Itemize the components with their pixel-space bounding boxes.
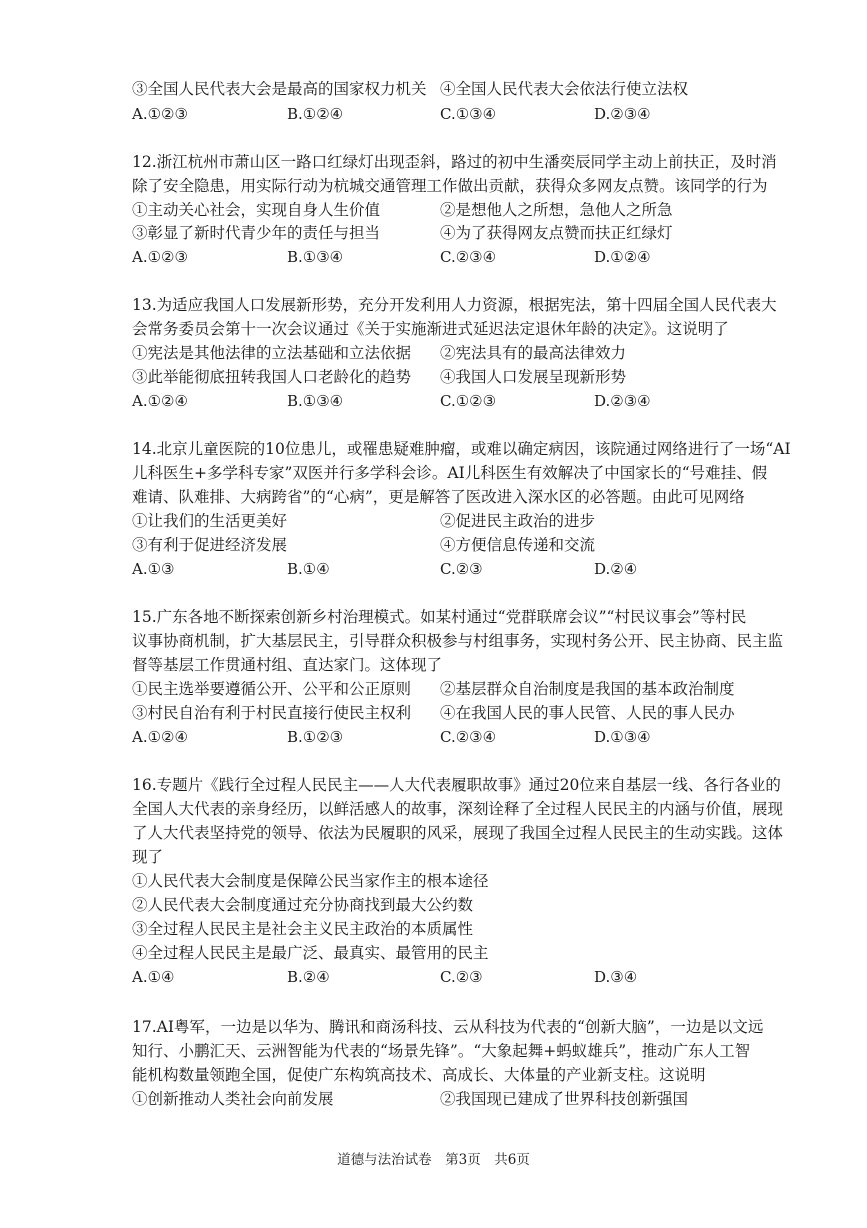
q15-stem-line-2: 议事协商机制，扩大基层民主，引导群众积极参与村组事务，实现村务公开、民主协商、民主监: [132, 632, 784, 650]
q15-option-d: D.①③④: [594, 728, 651, 746]
q12-statement-4: ④为了获得网友点赞而扶正红绿灯: [440, 224, 673, 242]
q17-statement-1: ①创新推动人类社会向前发展: [132, 1090, 334, 1108]
q12-statement-2: ②是想他人之所想，急他人之所急: [440, 201, 673, 219]
q11-option-a: A.①②③: [132, 105, 188, 123]
q15-statement-3: ③村民自治有利于村民直接行使民主权利: [132, 704, 412, 722]
q11-statement-4: ④全国人民代表大会依法行使立法权: [440, 80, 689, 98]
q16-stem-line-3: 了人大代表坚持党的领导、依法为民履职的风采，展现了我国全过程人民民主的生动实践。这体: [132, 824, 784, 842]
q13-option-d: D.②③④: [594, 392, 651, 410]
q13-option-a: A.①②④: [132, 392, 188, 410]
q17-stem-line-1: 17.AI粤军，一边是以华为、腾讯和商汤科技、云从科技为代表的“创新大脑”，一边是以文远: [132, 1018, 764, 1036]
q14-statement-1: ①让我们的生活更美好: [132, 512, 288, 530]
q12-option-b: B.①③④: [287, 248, 344, 266]
q13-stem-line-1: 13.为适应我国人口发展新形势，充分开发利用人力资源，根据宪法，第十四届全国人民代表大: [132, 296, 777, 314]
q15-statement-2: ②基层群众自治制度是我国的基本政治制度: [440, 680, 735, 698]
q11-option-c: C.①③④: [440, 105, 497, 123]
q16-option-c: C.②③: [440, 968, 483, 986]
q13-statement-4: ④我国人口发展呈现新形势: [440, 368, 627, 386]
q13-stem-line-2: 会常务委员会第十一次会议通过《关于实施渐进式延迟法定退休年龄的决定》。这说明了: [132, 320, 729, 338]
q14-option-d: D.②④: [594, 560, 638, 578]
q16-stem-line-4: 现了: [132, 848, 164, 866]
q16-option-a: A.①④: [132, 968, 175, 986]
q14-statement-3: ③有利于促进经济发展: [132, 536, 288, 554]
q17-stem-line-2: 知行、小鹏汇天、云洲智能为代表的“场景先锋”。“大象起舞+蚂蚁雄兵”，推动广东人工智: [132, 1042, 751, 1060]
q15-stem-line-3: 督等基层工作贯通村组、直达家门。这体现了: [132, 656, 443, 674]
q13-option-b: B.①③④: [287, 392, 344, 410]
q13-option-c: C.①②③: [440, 392, 497, 410]
q12-option-a: A.①②③: [132, 248, 188, 266]
q16-option-b: B.②④: [287, 968, 330, 986]
q12-statement-1: ①主动关心社会，实现自身人生价值: [132, 201, 381, 219]
q11-option-d: D.②③④: [594, 105, 651, 123]
q14-stem-line-1: 14.北京儿童医院的10位患儿，或罹患疑难肿瘤，或难以确定病因，该院通过网络进行了一场“AI: [132, 440, 791, 458]
q16-statement-1: ①人民代表大会制度是保障公民当家作主的根本途径: [132, 872, 489, 890]
q12-statement-3: ③彰显了新时代青少年的责任与担当: [132, 224, 381, 242]
q11-option-b: B.①②④: [287, 105, 344, 123]
q17-statement-2: ②我国现已建成了世界科技创新强国: [440, 1090, 689, 1108]
q12-stem-line-2: 除了安全隐患，用实际行动为杭城交通管理工作做出贡献，获得众多网友点赞。该同学的行为: [132, 177, 768, 195]
q11-statement-3: ③全国人民代表大会是最高的国家权力机关: [132, 80, 427, 98]
q13-statement-1: ①宪法是其他法律的立法基础和立法依据: [132, 344, 412, 362]
page-footer: 道德与法治试卷 第3页 共6页: [337, 1152, 530, 1168]
q14-statement-2: ②促进民主政治的进步: [440, 512, 596, 530]
q16-stem-line-2: 全国人大代表的亲身经历，以鲜活感人的故事，深刻诠释了全过程人民民主的内涵与价值，展现: [132, 800, 784, 818]
q16-option-d: D.③④: [594, 968, 638, 986]
q16-stem-line-1: 16.专题片《践行全过程人民民主——人大代表履职故事》通过20位来自基层一线、各行各业的: [132, 776, 781, 794]
q15-option-b: B.①②③: [287, 728, 344, 746]
q12-stem-line-1: 12.浙江杭州市萧山区一路口红绿灯出现歪斜，路过的初中生潘奕辰同学主动上前扶正，及时消: [132, 153, 777, 171]
q14-statement-4: ④方便信息传递和交流: [440, 536, 596, 554]
q17-stem-line-3: 能机构数量领跑全国，促使广东构筑高技术、高成长、大体量的产业新支柱。这说明: [132, 1066, 706, 1084]
q16-statement-4: ④全过程人民民主是最广泛、最真实、最管用的民主: [132, 944, 489, 962]
q14-stem-line-3: 难请、队难排、大病跨省”的“心病”，更是解答了医改进入深水区的必答题。由此可见网络: [132, 488, 745, 506]
q14-stem-line-2: 儿科医生+多学科专家”双医并行多学科会诊。AI儿科医生有效解决了中国家长的“号难挂、假: [132, 464, 768, 482]
q15-statement-1: ①民主选举要遵循公开、公平和公正原则: [132, 680, 412, 698]
q15-statement-4: ④在我国人民的事人民管、人民的事人民办: [440, 704, 735, 722]
q15-option-c: C.②③④: [440, 728, 497, 746]
q14-option-a: A.①③: [132, 560, 175, 578]
q14-option-c: C.②③: [440, 560, 483, 578]
q13-statement-3: ③此举能彻底扭转我国人口老龄化的趋势: [132, 368, 412, 386]
q15-stem-line-1: 15.广东各地不断探索创新乡村治理模式。如某村通过“党群联席会议”“村民议事会”等村民: [132, 608, 747, 626]
q15-option-a: A.①②④: [132, 728, 188, 746]
q16-statement-3: ③全过程人民民主是社会主义民主政治的本质属性: [132, 920, 474, 938]
q12-option-d: D.①②④: [594, 248, 651, 266]
q16-statement-2: ②人民代表大会制度通过充分协商找到最大公约数: [132, 896, 474, 914]
q13-statement-2: ②宪法具有的最高法律效力: [440, 344, 627, 362]
q14-option-b: B.①④: [287, 560, 330, 578]
q12-option-c: C.②③④: [440, 248, 497, 266]
